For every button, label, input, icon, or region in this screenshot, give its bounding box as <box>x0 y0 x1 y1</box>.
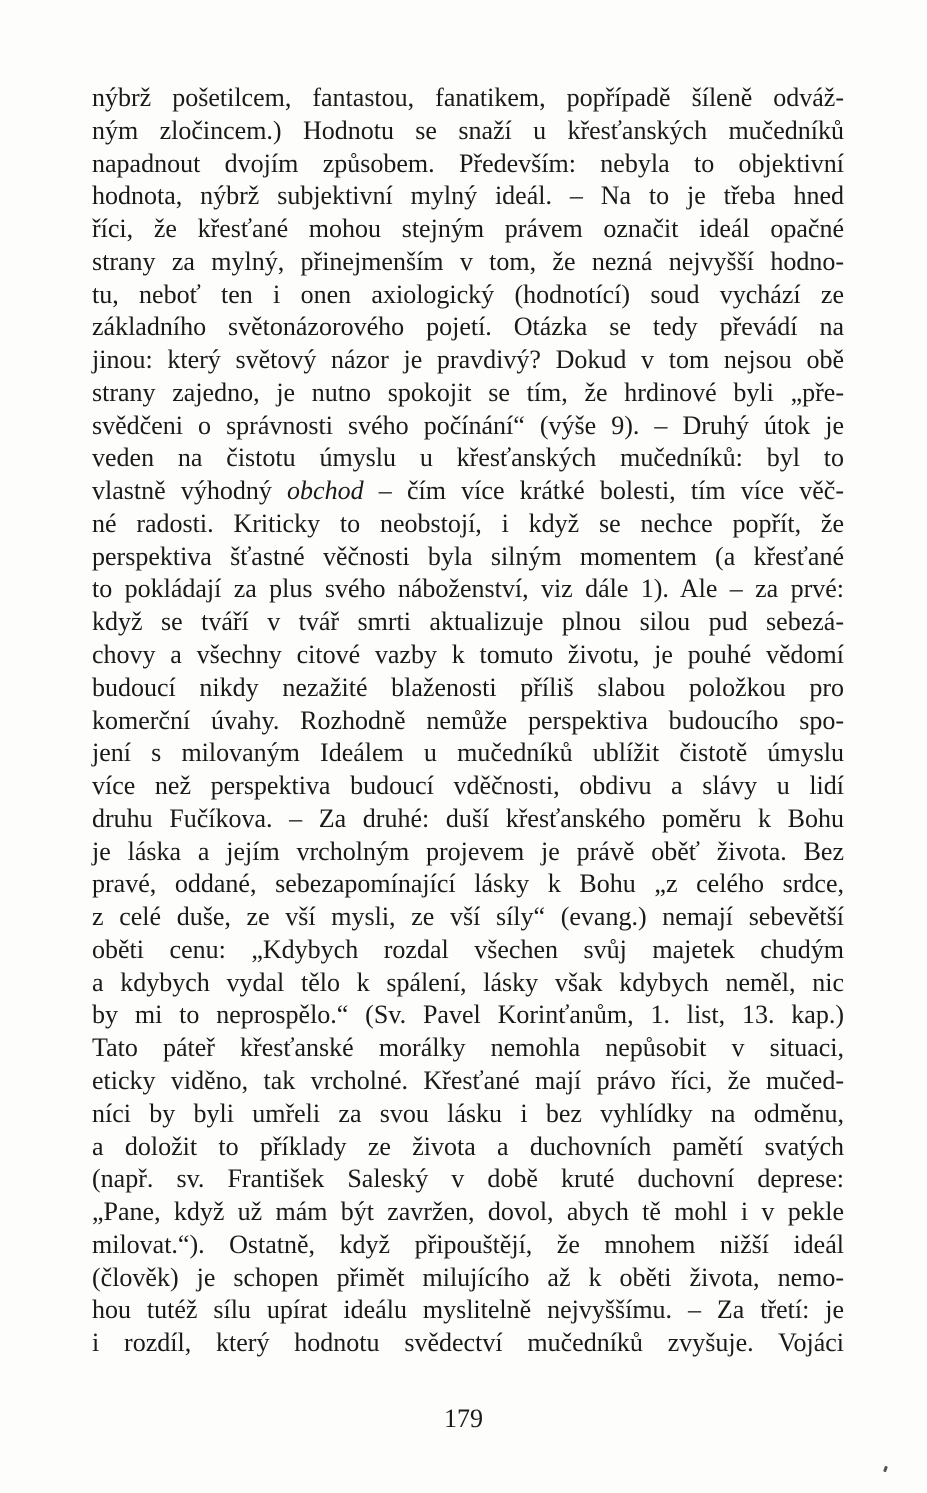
text-line: svědčeni o správnosti svého počínání“ (výše 9). – Druhý útok je <box>92 410 844 440</box>
text-line: veden na čistotu úmyslu u křesťanských mučedníků: byl to <box>92 443 844 473</box>
text-line: (např. sv. František Saleský v době kruté duchovní deprese: <box>92 1164 844 1194</box>
body-text <box>92 82 844 1360</box>
text-line: říci, že křesťané mohou stejným právem označit ideál opačné <box>92 214 844 244</box>
text-line: Tato páteř křesťanské morálky nemohla nepůsobit v situaci, <box>92 1033 844 1063</box>
text-line: perspektiva šťastné věčnosti byla silným momentem (a křesťané <box>92 541 844 571</box>
text-line: jinou: který světový názor je pravdivý? Dokud v tom nejsou obě <box>92 345 844 375</box>
text-line: chovy a všechny citové vazby k tomuto životu, je pouhé vědomí <box>92 640 844 670</box>
text-line: když se tváří v tvář smrti aktualizuje plnou silou pud sebezá- <box>92 607 844 637</box>
scan-speck <box>883 1466 888 1473</box>
italic-word: obchod <box>287 476 364 506</box>
text-line: né radosti. Kriticky to neobstojí, i když se nechce popřít, že <box>92 508 844 538</box>
text-line: ným zločincem.) Hodnotu se snaží u křesťanských mučedníků <box>92 115 844 145</box>
text-line: milovat.“). Ostatně, když připouštějí, že mnohem nižší ideál <box>92 1229 844 1259</box>
text-line: komerční úvahy. Rozhodně nemůže perspektiva budoucího spo- <box>92 705 844 735</box>
text-line: to pokládají za plus svého náboženství, viz dále 1). Ale – za prvé: <box>92 574 844 604</box>
text-line: pravé, oddané, sebezapomínající lásky k Bohu „z celého srdce, <box>92 869 844 899</box>
text-line <box>92 475 844 508</box>
text-line: budoucí nikdy nezažité blaženosti příliš slabou položkou pro <box>92 672 844 702</box>
text-line: hou tutéž sílu upírat ideálu myslitelně nejvyššímu. – Za třetí: je <box>92 1295 844 1325</box>
text-line: je láska a jejím vrcholným projevem je právě oběť života. Bez <box>92 836 844 866</box>
text-line: „Pane, když už mám být zavržen, dovol, abych tě mohl i v pekle <box>92 1197 844 1227</box>
text-segment: – čím více krátké bolesti, tím více věč- <box>363 476 844 506</box>
text-line: níci by byli umřeli za svou lásku i bez vyhlídky na odměnu, <box>92 1098 844 1128</box>
text-line: a doložit to příklady ze života a duchovních pamětí svatých <box>92 1131 844 1161</box>
text-line: základního světonázorového pojetí. Otázka se tedy převádí na <box>92 312 844 342</box>
text-line: z celé duše, ze vší mysli, ze vší síly“ (evang.) nemají sebevětší <box>92 902 844 932</box>
text-line: hodnota, nýbrž subjektivní mylný ideál. – Na to je třeba hned <box>92 181 844 211</box>
text-line: nýbrž pošetilcem, fantastou, fanatikem, popřípadě šíleně odváž- <box>92 83 844 112</box>
text-line: oběti cenu: „Kdybych rozdal všechen svůj majetek chudým <box>92 934 844 964</box>
text-line: napadnout dvojím způsobem. Především: nebyla to objektivní <box>92 148 844 178</box>
text-line: (člověk) je schopen přimět milujícího až k oběti života, nemo- <box>92 1262 844 1292</box>
text-line: jení s milovaným Ideálem u mučedníků ublížit čistotě úmyslu <box>92 738 844 768</box>
page-number: 179 <box>444 1404 483 1433</box>
text-line: strany zajedno, je nutno spokojit se tím, že hrdinové byli „pře- <box>92 377 844 407</box>
text-line: a kdybych vydal tělo k spálení, lásky však kdybych neměl, nic <box>92 967 844 997</box>
text-line: strany za mylný, přinejmenším v tom, že nezná nejvyšší hodno- <box>92 246 844 276</box>
text-line: eticky viděno, tak vrcholné. Křesťané mají právo říci, že mučed- <box>92 1065 844 1095</box>
text-line: by mi to neprospělo.“ (Sv. Pavel Korinťanům, 1. list, 13. kap.) <box>92 1000 844 1030</box>
text-line: více než perspektiva budoucí vděčnosti, obdivu a slávy u lidí <box>92 771 844 801</box>
text-line: tu, neboť ten i onen axiologický (hodnotící) soud vychází ze <box>92 279 844 309</box>
text-segment: vlastně výhodný <box>92 476 288 506</box>
text-line: druhu Fučíkova. – Za druhé: duší křesťanského poměru k Bohu <box>92 803 844 833</box>
text-line: i rozdíl, který hodnotu svědectví mučedníků zvyšuje. Vojáci <box>92 1328 844 1358</box>
